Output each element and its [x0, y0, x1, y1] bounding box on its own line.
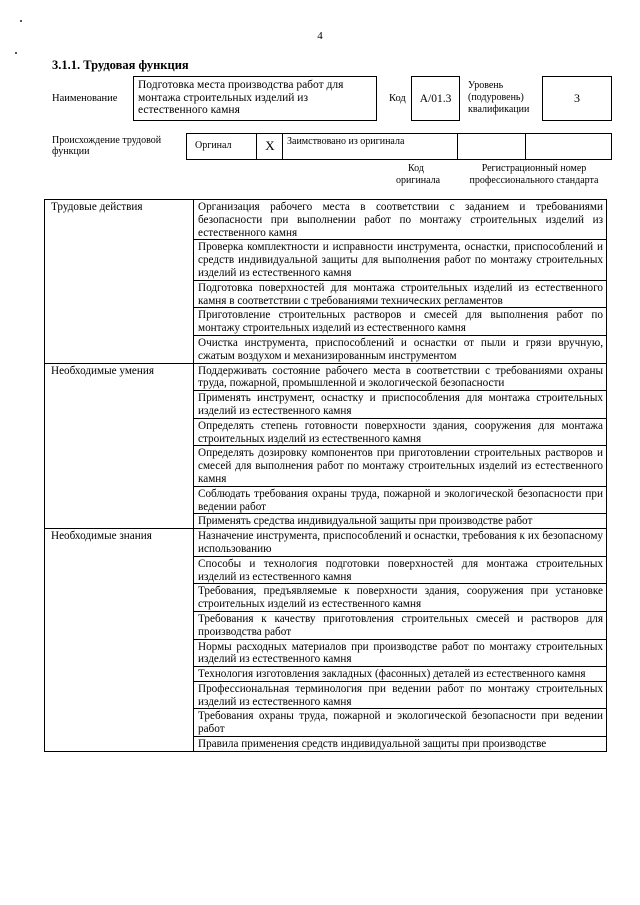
- borrowed-cell: [283, 134, 458, 159]
- borrowed-label: Заимствовано из оригинала: [287, 136, 405, 147]
- original-mark: X: [265, 138, 275, 153]
- table-row: [45, 200, 607, 240]
- scan-speck: [15, 52, 17, 54]
- code-label: Код: [389, 93, 406, 104]
- origin-label: Происхождение трудовой функции: [52, 135, 162, 157]
- level-box: [542, 76, 612, 121]
- section-item: Правила применения средств индивидуальной защиты при производстве: [194, 737, 607, 752]
- section-item: Организация рабочего места в соответствии с заданием и требованиями безопасности при выполнении работ по монтажу строительных изделий из естественного камня: [194, 200, 607, 240]
- section-item: Требования, предъявляемые к поверхности здания, сооружения при установке строительных изделий из естественного камня: [194, 584, 607, 612]
- function-name-box: [133, 76, 377, 121]
- reg-number-caption-line2: профессионального стандарта: [469, 175, 599, 186]
- section-item: Применять средства индивидуальной защиты при производстве работ: [194, 514, 607, 529]
- original-label: Оргинал: [195, 140, 232, 151]
- page-number: 4: [317, 30, 323, 42]
- section-item: Определять дозировку компонентов при приготовлении строительных растворов и смесей для выполнения работ по монтажу строительных изделий из естественного камня: [194, 446, 607, 486]
- table-row: [45, 529, 607, 557]
- original-code-caption-line2: оригинала: [396, 175, 441, 186]
- section-item: Очистка инструмента, приспособлений и оснастки от пыли и грязи вручную, сжатым воздухом и механизированным инструментом: [194, 335, 607, 363]
- original-code-cell: [458, 134, 526, 159]
- original-mark-cell: [257, 134, 283, 159]
- scan-speck: [20, 20, 22, 22]
- section-item: Требования охраны труда, пожарной и экологической безопасности при ведении работ: [194, 709, 607, 737]
- section-item: Приготовление строительных растворов и смесей для выполнения работ по монтажу строительных изделий из естественного камня: [194, 308, 607, 336]
- function-code: А/01.3: [419, 92, 452, 105]
- reg-number-caption-line1: Регистрационный номер: [481, 163, 587, 174]
- reg-number-caption: [463, 163, 605, 187]
- section-item: Нормы расходных материалов при производстве работ по монтажу строительных изделий из естественного камня: [194, 639, 607, 667]
- section-heading: 3.1.1. Трудовая функция: [52, 58, 189, 72]
- section-item: Подготовка поверхностей для монтажа строительных изделий из естественного камня в соответствии с требованиями технических регламентов: [194, 280, 607, 308]
- original-code-caption: [396, 163, 441, 187]
- section-item: Определять степень готовности поверхности здания, сооружения для монтажа строительных изделий из естественного камня: [194, 418, 607, 446]
- original-cell: [187, 134, 257, 159]
- section-title: Необходимые знания: [45, 529, 194, 752]
- level-label-line1: Уровень: [468, 80, 504, 91]
- original-code-caption-line1: Код: [408, 163, 424, 174]
- function-name: Подготовка места производства работ для монтажа строительных изделий из естественного камня: [138, 79, 344, 116]
- section-item: Соблюдать требования охраны труда, пожарной и экологической безопасности при ведении работ: [194, 486, 607, 514]
- name-label: Наименование: [52, 93, 118, 104]
- section-title: Необходимые умения: [45, 363, 194, 529]
- level-value: 3: [574, 91, 580, 105]
- origin-box: [186, 133, 612, 160]
- section-item: Проверка комплектности и исправности инструмента, оснастки, приспособлений и средств индивидуальной защиты для выполнения работ по монтажу строительных изделий из естественного камня: [194, 240, 607, 280]
- section-title: Трудовые действия: [45, 200, 194, 364]
- reg-number-cell: [526, 134, 612, 159]
- function-code-box: [411, 76, 460, 121]
- section-item: Назначение инструмента, приспособлений и оснастки, требования к их безопасному использованию: [194, 529, 607, 557]
- section-item: Требования к качеству приготовления строительных смесей и растворов для производства работ: [194, 611, 607, 639]
- function-table: [44, 199, 607, 752]
- level-label-line3: квалификации: [468, 104, 530, 115]
- level-label: [468, 80, 529, 116]
- section-item: Способы и технология подготовки поверхностей для монтажа строительных изделий из естественного камня: [194, 556, 607, 584]
- level-label-line2: (подуровень): [468, 92, 524, 103]
- section-item: Профессиональная терминология при ведении работ по монтажу строительных изделий из естественного камня: [194, 681, 607, 709]
- section-item: Применять инструмент, оснастку и приспособления для монтажа строительных изделий из естественного камня: [194, 391, 607, 419]
- section-item: Поддерживать состояние рабочего места в соответствии с требованиями охраны труда, пожарной, промышленной и экологической безопасности: [194, 363, 607, 391]
- table-row: [45, 363, 607, 391]
- section-item: Технология изготовления закладных (фасонных) деталей из естественного камня: [194, 667, 607, 682]
